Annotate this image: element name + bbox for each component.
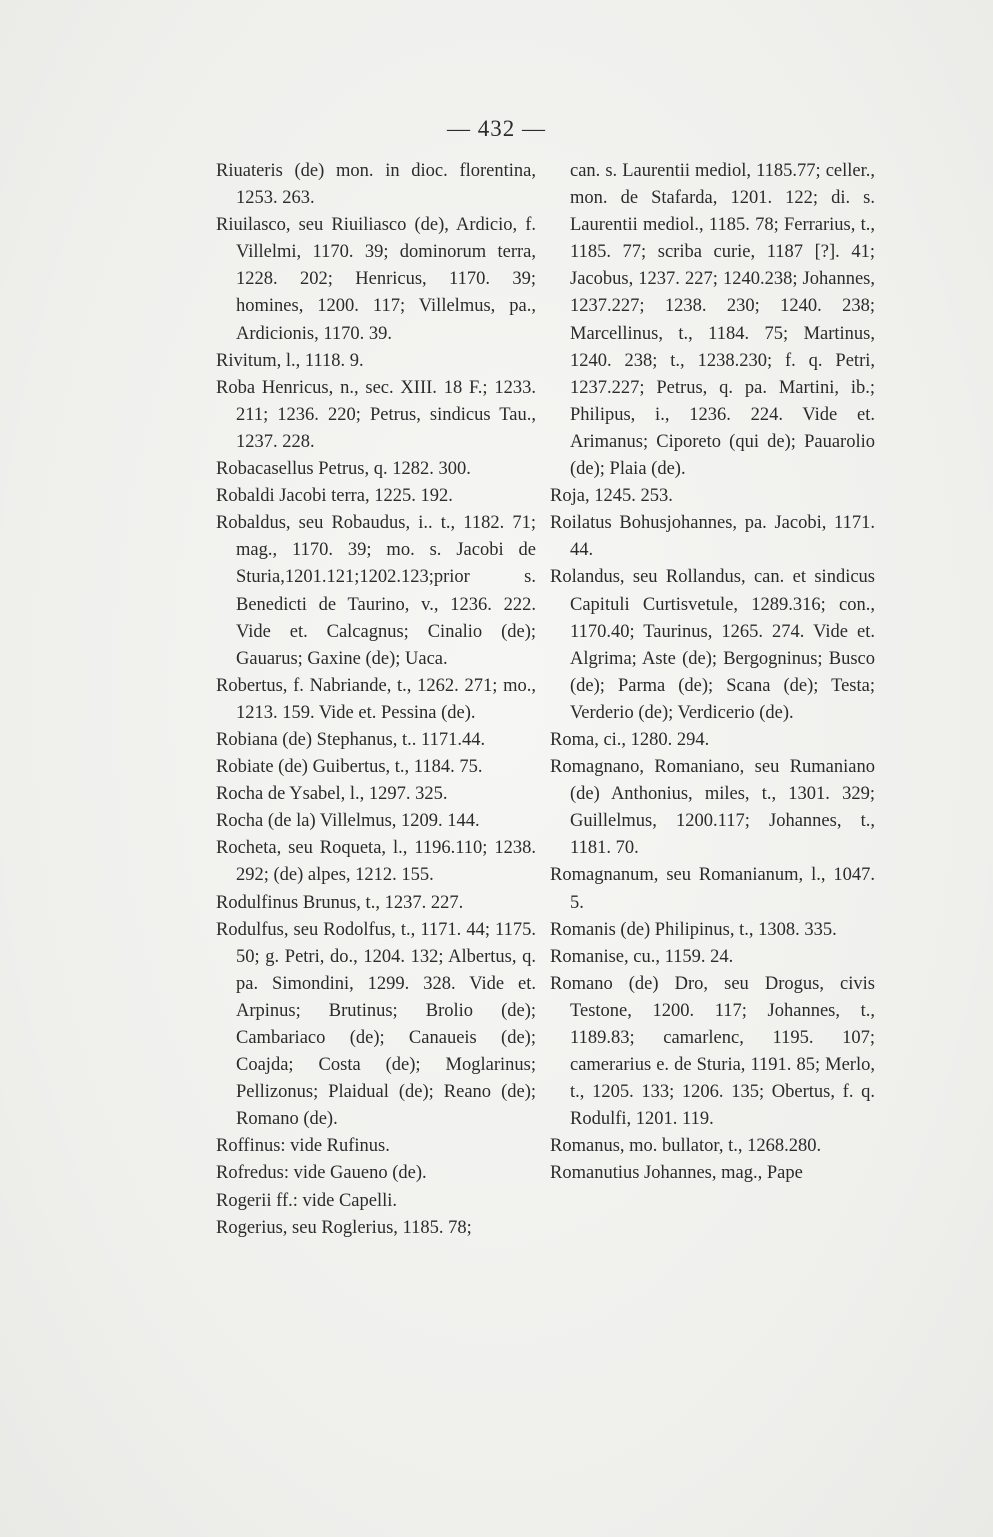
index-entry: Riuateris (de) mon. in dioc. florentina, 1253. 263.	[216, 161, 536, 209]
index-entry: Romanutius Johannes, mag., Pape	[550, 1163, 803, 1184]
index-entry: Roilatus Bohusjohannes, pa. Jacobi, 1171. 44.	[550, 513, 875, 561]
index-entry: Robiana (de) Stephanus, t.. 1171.44.	[216, 729, 486, 750]
index-entry: Rivitum, l., 1118. 9.	[216, 350, 364, 371]
index-entry: Robertus, f. Nabriande, t., 1262. 271; mo., 1213. 159. Vide et. Pessina (de).	[216, 675, 536, 723]
left-column	[216, 158, 536, 1242]
index-entry: Rofredus: vide Gaueno (de).	[216, 1163, 427, 1184]
index-entry: Romanise, cu., 1159. 24.	[550, 946, 734, 967]
index-entry: Roma, ci., 1280. 294.	[550, 729, 710, 750]
index-entry: Romagnano, Romaniano, seu Rumaniano (de) Anthonius, miles, t., 1301. 329; Guillelmus, 1200.117; Johannes, t., 1181. 70.	[550, 757, 875, 859]
index-entry: Riuilasco, seu Riuiliasco (de), Ardicio, f. Villelmi, 1170. 39; dominorum terra, 1228. 202; Henricus, 1170. 39; homines, 1200. 117; Villelmus, pa., Ardicionis, 1170. 39.	[216, 215, 536, 344]
index-entry: Romagnanum, seu Romanianum, l., 1047. 5.	[550, 865, 875, 913]
index-entry: Roba Henricus, n., sec. XIII. 18 F.; 1233. 211; 1236. 220; Petrus, sindicus Tau., 1237. 228.	[216, 377, 536, 452]
index-entry: Rocha de Ysabel, l., 1297. 325.	[216, 784, 448, 805]
index-entry: Roffinus: vide Rufinus.	[216, 1136, 390, 1157]
index-entry: Robaldus, seu Robaudus, i.. t., 1182. 71; mag., 1170. 39; mo. s. Jacobi de Sturia,1201.121;1202.123;prior s. Benedicti de Taurino, v., 1236. 222. Vide et. Calcagnus; Cinalio (de); Gauarus; Gaxine (de); Uaca.	[216, 513, 536, 669]
index-entry: Rocha (de la) Villelmus, 1209. 144.	[216, 811, 480, 832]
page-number: — 432 —	[447, 116, 546, 141]
index-entry: Rodulfus, seu Rodolfus, t., 1171. 44; 1175. 50; g. Petri, do., 1204. 132; Albertus, q. pa. Simondini, 1299. 328. Vide et. Arpinus; Brutinus; Brolio (de); Cambariaco (de); Canaueis (de); Coajda; Costa (de); Moglarinus; Pellizonus; Plaidual (de); Reano (de); Romano (de).	[216, 919, 536, 1130]
index-entry-continued: can. s. Laurentii mediol, 1185.77; celler., mon. de Stafarda, 1201. 122; di. s. Laurentii mediol., 1185. 78; Ferrarius, t., 1185. 77; scriba curie, 1187 [?]. 41; Jacobus, 1237. 227; 1240.238; Johannes, 1237.227; 1238. 230; 1240. 238; Marcellinus, t., 1184. 75; Martinus, 1240. 238; t., 1238.230; f. q. Petri, 1237.227; Petrus, q. pa. Martini, ib.; Philipus, i., 1236. 224. Vide et. Arimanus; Ciporeto (qui de); Pauarolio (de); Plaia (de).	[570, 161, 875, 480]
index-entry: Rolandus, seu Rollandus, can. et sindicus Capituli Curtisvetule, 1289.316; con., 1170.40; Taurinus, 1265. 274. Vide et. Algrima; Aste (de); Bergogninus; Busco (de); Parma (de); Scana (de); Testa; Verderio (de); Verdicerio (de).	[550, 567, 875, 723]
index-entry: Rocheta, seu Roqueta, l., 1196.110; 1238. 292; (de) alpes, 1212. 155.	[216, 838, 536, 886]
index-entry: Robacasellus Petrus, q. 1282. 300.	[216, 459, 471, 480]
right-column	[550, 158, 875, 1188]
index-entry: Robiate (de) Guibertus, t., 1184. 75.	[216, 757, 483, 778]
index-entry: Rodulfinus Brunus, t., 1237. 227.	[216, 892, 464, 913]
index-entry: Romanis (de) Philipinus, t., 1308. 335.	[550, 919, 837, 940]
index-entry: Rogerius, seu Roglerius, 1185. 78;	[216, 1217, 472, 1238]
index-entry: Roja, 1245. 253.	[550, 486, 673, 507]
index-entry: Rogerii ff.: vide Capelli.	[216, 1190, 398, 1211]
index-entry: Robaldi Jacobi terra, 1225. 192.	[216, 486, 453, 507]
index-entry: Romano (de) Dro, seu Drogus, civis Testone, 1200. 117; Johannes, t., 1189.83; camarlenc, 1195. 107; camerarius e. de Sturia, 1191. 85; Merlo, t., 1205. 133; 1206. 135; Obertus, f. q. Rodulfi, 1201. 119.	[550, 973, 875, 1130]
index-entry: Romanus, mo. bullator, t., 1268.280.	[550, 1136, 822, 1157]
